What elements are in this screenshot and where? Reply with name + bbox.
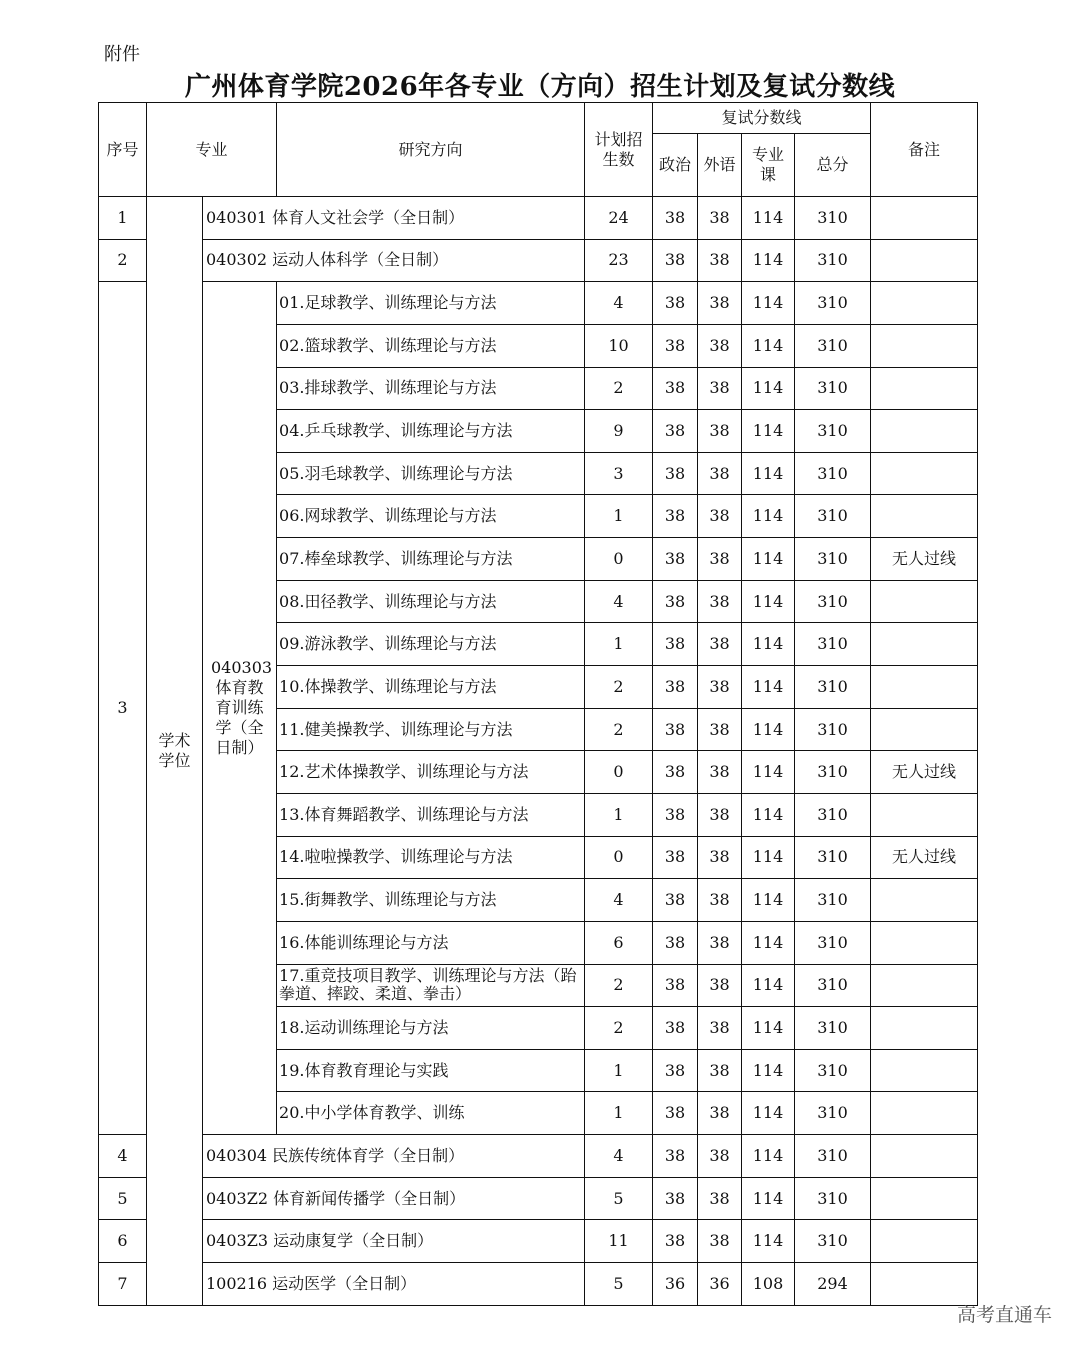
politics-cell: 38 bbox=[653, 580, 698, 623]
specialty-cell: 114 bbox=[742, 1135, 795, 1178]
foreign-cell: 38 bbox=[698, 793, 742, 836]
header-total: 总分 bbox=[795, 134, 871, 197]
politics-cell: 38 bbox=[653, 452, 698, 495]
foreign-cell: 38 bbox=[698, 964, 742, 1007]
specialty-cell: 114 bbox=[742, 580, 795, 623]
politics-cell: 38 bbox=[653, 921, 698, 964]
specialty-cell: 114 bbox=[742, 921, 795, 964]
politics-cell: 38 bbox=[653, 1177, 698, 1220]
major-cell: 0403Z3 运动康复学（全日制） bbox=[203, 1220, 585, 1263]
direction-cell: 12.艺术体操教学、训练理论与方法 bbox=[277, 751, 585, 794]
direction-cell: 05.羽毛球教学、训练理论与方法 bbox=[277, 452, 585, 495]
header-specialty: 专业课 bbox=[742, 134, 795, 197]
politics-cell: 38 bbox=[653, 1220, 698, 1263]
specialty-cell: 114 bbox=[742, 1092, 795, 1135]
remark-cell bbox=[871, 1177, 978, 1220]
politics-cell: 38 bbox=[653, 1049, 698, 1092]
politics-cell: 38 bbox=[653, 1092, 698, 1135]
major-cell: 0403Z2 体育新闻传播学（全日制） bbox=[203, 1177, 585, 1220]
specialty-cell: 114 bbox=[742, 793, 795, 836]
direction-cell: 06.网球教学、训练理论与方法 bbox=[277, 495, 585, 538]
direction-cell: 07.棒垒球教学、训练理论与方法 bbox=[277, 538, 585, 581]
header-foreign: 外语 bbox=[698, 134, 742, 197]
direction-cell: 13.体育舞蹈教学、训练理论与方法 bbox=[277, 793, 585, 836]
politics-cell: 38 bbox=[653, 708, 698, 751]
remark-cell bbox=[871, 921, 978, 964]
specialty-cell: 114 bbox=[742, 879, 795, 922]
plan-cell: 9 bbox=[585, 410, 653, 453]
foreign-cell: 38 bbox=[698, 410, 742, 453]
total-cell: 310 bbox=[795, 282, 871, 325]
total-cell: 310 bbox=[795, 1092, 871, 1135]
plan-cell: 1 bbox=[585, 623, 653, 666]
header-plan: 计划招生数 bbox=[585, 103, 653, 197]
plan-cell: 0 bbox=[585, 836, 653, 879]
row-no: 7 bbox=[99, 1263, 147, 1306]
plan-cell: 5 bbox=[585, 1177, 653, 1220]
remark-cell bbox=[871, 623, 978, 666]
major-cell: 040301 体育人文社会学（全日制） bbox=[203, 197, 585, 240]
plan-cell: 1 bbox=[585, 1092, 653, 1135]
foreign-cell: 38 bbox=[698, 239, 742, 282]
total-cell: 310 bbox=[795, 708, 871, 751]
politics-cell: 38 bbox=[653, 538, 698, 581]
direction-cell: 16.体能训练理论与方法 bbox=[277, 921, 585, 964]
foreign-cell: 38 bbox=[698, 452, 742, 495]
remark-cell bbox=[871, 1135, 978, 1178]
remark-cell bbox=[871, 495, 978, 538]
attachment-label: 附件 bbox=[104, 44, 140, 65]
direction-cell: 04.乒乓球教学、训练理论与方法 bbox=[277, 410, 585, 453]
remark-cell bbox=[871, 282, 978, 325]
total-cell: 310 bbox=[795, 1049, 871, 1092]
plan-cell: 2 bbox=[585, 666, 653, 709]
plan-cell: 4 bbox=[585, 282, 653, 325]
total-cell: 310 bbox=[795, 1007, 871, 1050]
plan-cell: 1 bbox=[585, 793, 653, 836]
total-cell: 310 bbox=[795, 964, 871, 1007]
group-major-cell: 040303体育教育训练学（全日制） bbox=[203, 282, 277, 1135]
plan-cell: 3 bbox=[585, 452, 653, 495]
politics-cell: 38 bbox=[653, 836, 698, 879]
direction-cell: 03.排球教学、训练理论与方法 bbox=[277, 367, 585, 410]
total-cell: 310 bbox=[795, 921, 871, 964]
foreign-cell: 38 bbox=[698, 836, 742, 879]
politics-cell: 38 bbox=[653, 1135, 698, 1178]
specialty-cell: 114 bbox=[742, 623, 795, 666]
foreign-cell: 38 bbox=[698, 1092, 742, 1135]
specialty-cell: 114 bbox=[742, 324, 795, 367]
remark-cell: 无人过线 bbox=[871, 538, 978, 581]
major-cell: 040304 民族传统体育学（全日制） bbox=[203, 1135, 585, 1178]
specialty-cell: 114 bbox=[742, 239, 795, 282]
plan-cell: 4 bbox=[585, 1135, 653, 1178]
politics-cell: 38 bbox=[653, 282, 698, 325]
row-no: 1 bbox=[99, 197, 147, 240]
specialty-cell: 114 bbox=[742, 538, 795, 581]
foreign-cell: 38 bbox=[698, 666, 742, 709]
total-cell: 310 bbox=[795, 793, 871, 836]
politics-cell: 38 bbox=[653, 793, 698, 836]
specialty-cell: 114 bbox=[742, 452, 795, 495]
foreign-cell: 38 bbox=[698, 708, 742, 751]
plan-cell: 23 bbox=[585, 239, 653, 282]
politics-cell: 38 bbox=[653, 495, 698, 538]
row-no: 2 bbox=[99, 239, 147, 282]
foreign-cell: 38 bbox=[698, 580, 742, 623]
total-cell: 310 bbox=[795, 751, 871, 794]
specialty-cell: 114 bbox=[742, 1049, 795, 1092]
foreign-cell: 38 bbox=[698, 1220, 742, 1263]
remark-cell bbox=[871, 964, 978, 1007]
admission-table bbox=[98, 102, 978, 1306]
plan-cell: 2 bbox=[585, 1007, 653, 1050]
header-major: 专业 bbox=[147, 103, 277, 197]
header-score-line: 复试分数线 bbox=[653, 103, 871, 134]
foreign-cell: 38 bbox=[698, 751, 742, 794]
plan-cell: 0 bbox=[585, 751, 653, 794]
politics-cell: 38 bbox=[653, 410, 698, 453]
total-cell: 310 bbox=[795, 324, 871, 367]
plan-cell: 11 bbox=[585, 1220, 653, 1263]
degree-type-cell: 学术学位 bbox=[147, 197, 203, 1306]
foreign-cell: 38 bbox=[698, 921, 742, 964]
remark-cell bbox=[871, 793, 978, 836]
politics-cell: 38 bbox=[653, 367, 698, 410]
direction-cell: 11.健美操教学、训练理论与方法 bbox=[277, 708, 585, 751]
specialty-cell: 114 bbox=[742, 1007, 795, 1050]
direction-cell: 10.体操教学、训练理论与方法 bbox=[277, 666, 585, 709]
row-no: 5 bbox=[99, 1177, 147, 1220]
foreign-cell: 38 bbox=[698, 538, 742, 581]
row-no: 6 bbox=[99, 1220, 147, 1263]
header-remark: 备注 bbox=[871, 103, 978, 197]
specialty-cell: 114 bbox=[742, 282, 795, 325]
specialty-cell: 114 bbox=[742, 197, 795, 240]
table-row bbox=[99, 197, 978, 240]
remark-cell bbox=[871, 1263, 978, 1306]
plan-cell: 4 bbox=[585, 580, 653, 623]
table-row bbox=[99, 282, 978, 325]
watermark: 高考直通车 bbox=[956, 1304, 1052, 1326]
politics-cell: 38 bbox=[653, 1007, 698, 1050]
remark-cell bbox=[871, 879, 978, 922]
politics-cell: 38 bbox=[653, 239, 698, 282]
specialty-cell: 114 bbox=[742, 836, 795, 879]
direction-cell: 20.中小学体育教学、训练 bbox=[277, 1092, 585, 1135]
direction-cell: 19.体育教育理论与实践 bbox=[277, 1049, 585, 1092]
plan-cell: 6 bbox=[585, 921, 653, 964]
politics-cell: 38 bbox=[653, 197, 698, 240]
table-row bbox=[99, 1177, 978, 1220]
remark-cell bbox=[871, 1049, 978, 1092]
plan-cell: 2 bbox=[585, 367, 653, 410]
direction-cell: 15.街舞教学、训练理论与方法 bbox=[277, 879, 585, 922]
table-row bbox=[99, 1263, 978, 1306]
foreign-cell: 38 bbox=[698, 1177, 742, 1220]
foreign-cell: 38 bbox=[698, 282, 742, 325]
total-cell: 310 bbox=[795, 367, 871, 410]
foreign-cell: 38 bbox=[698, 367, 742, 410]
remark-cell bbox=[871, 708, 978, 751]
politics-cell: 38 bbox=[653, 964, 698, 1007]
header-no: 序号 bbox=[99, 103, 147, 197]
header-politics: 政治 bbox=[653, 134, 698, 197]
specialty-cell: 114 bbox=[742, 708, 795, 751]
plan-cell: 0 bbox=[585, 538, 653, 581]
remark-cell bbox=[871, 1007, 978, 1050]
foreign-cell: 38 bbox=[698, 1007, 742, 1050]
plan-cell: 4 bbox=[585, 879, 653, 922]
total-cell: 310 bbox=[795, 1135, 871, 1178]
politics-cell: 38 bbox=[653, 751, 698, 794]
plan-cell: 2 bbox=[585, 964, 653, 1007]
direction-cell: 01.足球教学、训练理论与方法 bbox=[277, 282, 585, 325]
specialty-cell: 114 bbox=[742, 666, 795, 709]
major-cell: 100216 运动医学（全日制） bbox=[203, 1263, 585, 1306]
politics-cell: 38 bbox=[653, 623, 698, 666]
remark-cell bbox=[871, 1220, 978, 1263]
foreign-cell: 38 bbox=[698, 1135, 742, 1178]
total-cell: 310 bbox=[795, 623, 871, 666]
plan-cell: 24 bbox=[585, 197, 653, 240]
politics-cell: 38 bbox=[653, 324, 698, 367]
total-cell: 310 bbox=[795, 538, 871, 581]
total-cell: 310 bbox=[795, 580, 871, 623]
politics-cell: 38 bbox=[653, 666, 698, 709]
major-cell: 040302 运动人体科学（全日制） bbox=[203, 239, 585, 282]
direction-cell: 09.游泳教学、训练理论与方法 bbox=[277, 623, 585, 666]
total-cell: 310 bbox=[795, 197, 871, 240]
total-cell: 310 bbox=[795, 666, 871, 709]
direction-cell: 02.篮球教学、训练理论与方法 bbox=[277, 324, 585, 367]
remark-cell bbox=[871, 239, 978, 282]
remark-cell bbox=[871, 580, 978, 623]
page-title: 广州体育学院2026年各专业（方向）招生计划及复试分数线 bbox=[184, 72, 896, 102]
foreign-cell: 38 bbox=[698, 879, 742, 922]
specialty-cell: 114 bbox=[742, 751, 795, 794]
plan-cell: 2 bbox=[585, 708, 653, 751]
foreign-cell: 38 bbox=[698, 495, 742, 538]
table-row bbox=[99, 1135, 978, 1178]
specialty-cell: 114 bbox=[742, 1220, 795, 1263]
plan-cell: 10 bbox=[585, 324, 653, 367]
remark-cell bbox=[871, 410, 978, 453]
specialty-cell: 114 bbox=[742, 495, 795, 538]
direction-cell: 17.重竞技项目教学、训练理论与方法（跆拳道、摔跤、柔道、拳击） bbox=[277, 964, 585, 1007]
specialty-cell: 114 bbox=[742, 964, 795, 1007]
direction-cell: 18.运动训练理论与方法 bbox=[277, 1007, 585, 1050]
remark-cell: 无人过线 bbox=[871, 836, 978, 879]
row-no: 3 bbox=[99, 282, 147, 1135]
table-row bbox=[99, 239, 978, 282]
remark-cell bbox=[871, 324, 978, 367]
plan-cell: 5 bbox=[585, 1263, 653, 1306]
total-cell: 310 bbox=[795, 452, 871, 495]
politics-cell: 38 bbox=[653, 879, 698, 922]
foreign-cell: 38 bbox=[698, 1049, 742, 1092]
table-row bbox=[99, 1220, 978, 1263]
specialty-cell: 114 bbox=[742, 410, 795, 453]
remark-cell: 无人过线 bbox=[871, 751, 978, 794]
total-cell: 310 bbox=[795, 1220, 871, 1263]
plan-cell: 1 bbox=[585, 1049, 653, 1092]
total-cell: 310 bbox=[795, 836, 871, 879]
row-no: 4 bbox=[99, 1135, 147, 1178]
total-cell: 310 bbox=[795, 1177, 871, 1220]
specialty-cell: 114 bbox=[742, 1177, 795, 1220]
remark-cell bbox=[871, 367, 978, 410]
plan-cell: 1 bbox=[585, 495, 653, 538]
remark-cell bbox=[871, 197, 978, 240]
specialty-cell: 114 bbox=[742, 367, 795, 410]
remark-cell bbox=[871, 1092, 978, 1135]
foreign-cell: 38 bbox=[698, 197, 742, 240]
total-cell: 310 bbox=[795, 495, 871, 538]
foreign-cell: 36 bbox=[698, 1263, 742, 1306]
politics-cell: 36 bbox=[653, 1263, 698, 1306]
remark-cell bbox=[871, 666, 978, 709]
direction-cell: 08.田径教学、训练理论与方法 bbox=[277, 580, 585, 623]
total-cell: 294 bbox=[795, 1263, 871, 1306]
direction-cell: 14.啦啦操教学、训练理论与方法 bbox=[277, 836, 585, 879]
header-direction: 研究方向 bbox=[277, 103, 585, 197]
total-cell: 310 bbox=[795, 410, 871, 453]
foreign-cell: 38 bbox=[698, 623, 742, 666]
total-cell: 310 bbox=[795, 239, 871, 282]
foreign-cell: 38 bbox=[698, 324, 742, 367]
specialty-cell: 108 bbox=[742, 1263, 795, 1306]
total-cell: 310 bbox=[795, 879, 871, 922]
remark-cell bbox=[871, 452, 978, 495]
